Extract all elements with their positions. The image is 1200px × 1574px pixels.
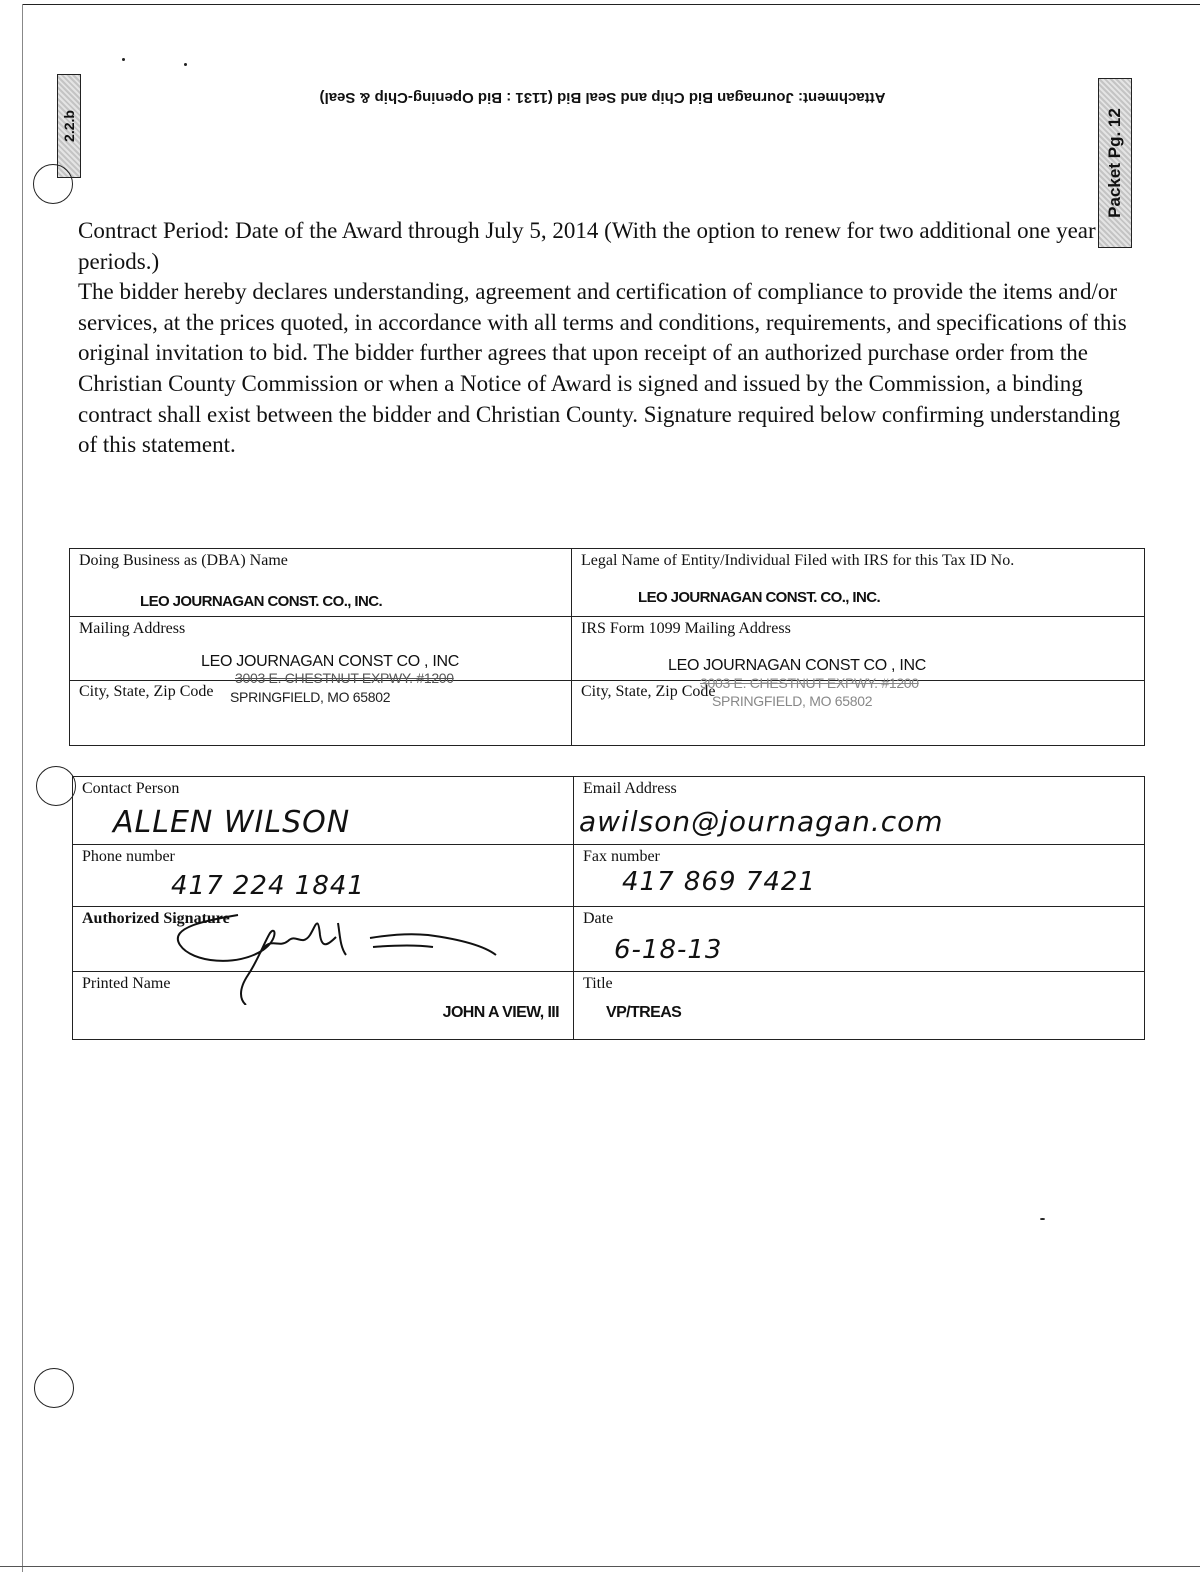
signature-stroke	[178, 915, 275, 1005]
scan-speck	[122, 58, 125, 61]
irs-city-state-zip-value[interactable]: SPRINGFIELD, MO 65802	[712, 693, 873, 709]
irs-city-state-zip-cell	[572, 681, 1145, 746]
authorized-signature-label: Authorized Signature	[82, 910, 230, 927]
email-value[interactable]: awilson@journagan.com	[579, 805, 944, 838]
signature-stroke	[338, 923, 346, 955]
printed-name-value[interactable]: JOHN A VIEW, III	[442, 1004, 559, 1021]
city-state-zip-cell	[70, 681, 572, 746]
phone-label: Phone number	[82, 848, 175, 865]
date-value[interactable]: 6-18-13	[614, 935, 723, 965]
phone-cell	[73, 845, 574, 907]
irs-city-state-zip-label: City, State, Zip Code	[581, 683, 716, 700]
irs-address-cell	[572, 617, 1145, 691]
printed-name-label: Printed Name	[82, 975, 171, 992]
mailing-address-line2[interactable]: 3003 E. CHESTNUT EXPWY. #1200	[235, 670, 454, 686]
legal-name-value[interactable]: LEO JOURNAGAN CONST. CO., INC.	[638, 589, 881, 606]
city-state-zip-value[interactable]: SPRINGFIELD, MO 65802	[230, 689, 391, 705]
attachment-header: Attachment: Journagan Bid Chip and Seal Bid (1131 : Bid Opening-Chip & Seal)	[319, 89, 886, 106]
intro-text	[78, 216, 1140, 461]
title-value[interactable]: VP/TREAS	[606, 1004, 682, 1021]
contact-person-label: Contact Person	[82, 780, 180, 797]
legal-name-cell	[572, 549, 1145, 617]
page-edge-bottom	[0, 1566, 1200, 1567]
irs-address-label: IRS Form 1099 Mailing Address	[581, 620, 791, 637]
contact-person-cell	[73, 777, 574, 845]
title-label: Title	[583, 975, 613, 992]
fax-value[interactable]: 417 869 7421	[622, 867, 816, 897]
title-cell	[574, 972, 1145, 1040]
section-tab-label: 2.2.b	[61, 110, 77, 142]
bidder-declaration-paragraph: The bidder hereby declares understanding, agreement and certification of compliance to provide the items and/or services, at the prices quoted, in accordance with all terms and conditions, requirements, and specifications of this original invitation to bid. The bidder further agrees that upon receipt of an authorized purchase order from the Christian County Commission or when a Notice of Award is signed and issued by the Commission, a binding contract shall exist between the bidder and Christian County. Signature required below confirming understanding of this statement.	[78, 279, 1127, 458]
signature-stroke	[370, 934, 496, 955]
business-info-table	[69, 548, 1145, 746]
signature-stroke	[260, 923, 336, 953]
irs-address-line2[interactable]: 3003 E. CHESTNUT EXPWY. #1200	[700, 675, 919, 691]
page-edge-top	[22, 4, 1200, 5]
contract-period-paragraph: Contract Period: Date of the Award through July 5, 2014 (With the option to renew for two additional one year periods.)	[78, 218, 1096, 274]
legal-name-label: Legal Name of Entity/Individual Filed with IRS for this Tax ID No.	[581, 552, 1015, 569]
dba-label: Doing Business as (DBA) Name	[79, 552, 288, 569]
section-tab-left	[57, 74, 81, 178]
mailing-address-label: Mailing Address	[79, 620, 186, 637]
packet-page-label: Packet Pg. 12	[1105, 108, 1124, 218]
fax-cell	[574, 845, 1145, 907]
date-cell	[574, 907, 1145, 972]
email-cell	[574, 777, 1145, 845]
punch-hole	[33, 164, 73, 204]
scan-speck	[1040, 1218, 1045, 1220]
date-label: Date	[583, 910, 614, 927]
city-state-zip-label: City, State, Zip Code	[79, 683, 214, 700]
scan-speck	[184, 63, 187, 66]
irs-address-line1[interactable]: LEO JOURNAGAN CONST CO , INC	[668, 657, 927, 674]
contact-person-value[interactable]: ALLEN WILSON	[113, 805, 351, 840]
punch-hole	[36, 766, 76, 806]
mailing-address-cell	[70, 617, 572, 686]
handwritten-signature	[88, 905, 528, 1005]
email-label: Email Address	[583, 780, 677, 797]
fax-label: Fax number	[583, 848, 660, 865]
dba-value[interactable]: LEO JOURNAGAN CONST. CO., INC.	[140, 593, 383, 610]
mailing-address-line1[interactable]: LEO JOURNAGAN CONST CO , INC	[201, 653, 460, 670]
dba-cell	[70, 549, 572, 617]
page-edge-left	[22, 4, 23, 1572]
phone-value[interactable]: 417 224 1841	[171, 871, 365, 901]
punch-hole	[34, 1368, 74, 1408]
